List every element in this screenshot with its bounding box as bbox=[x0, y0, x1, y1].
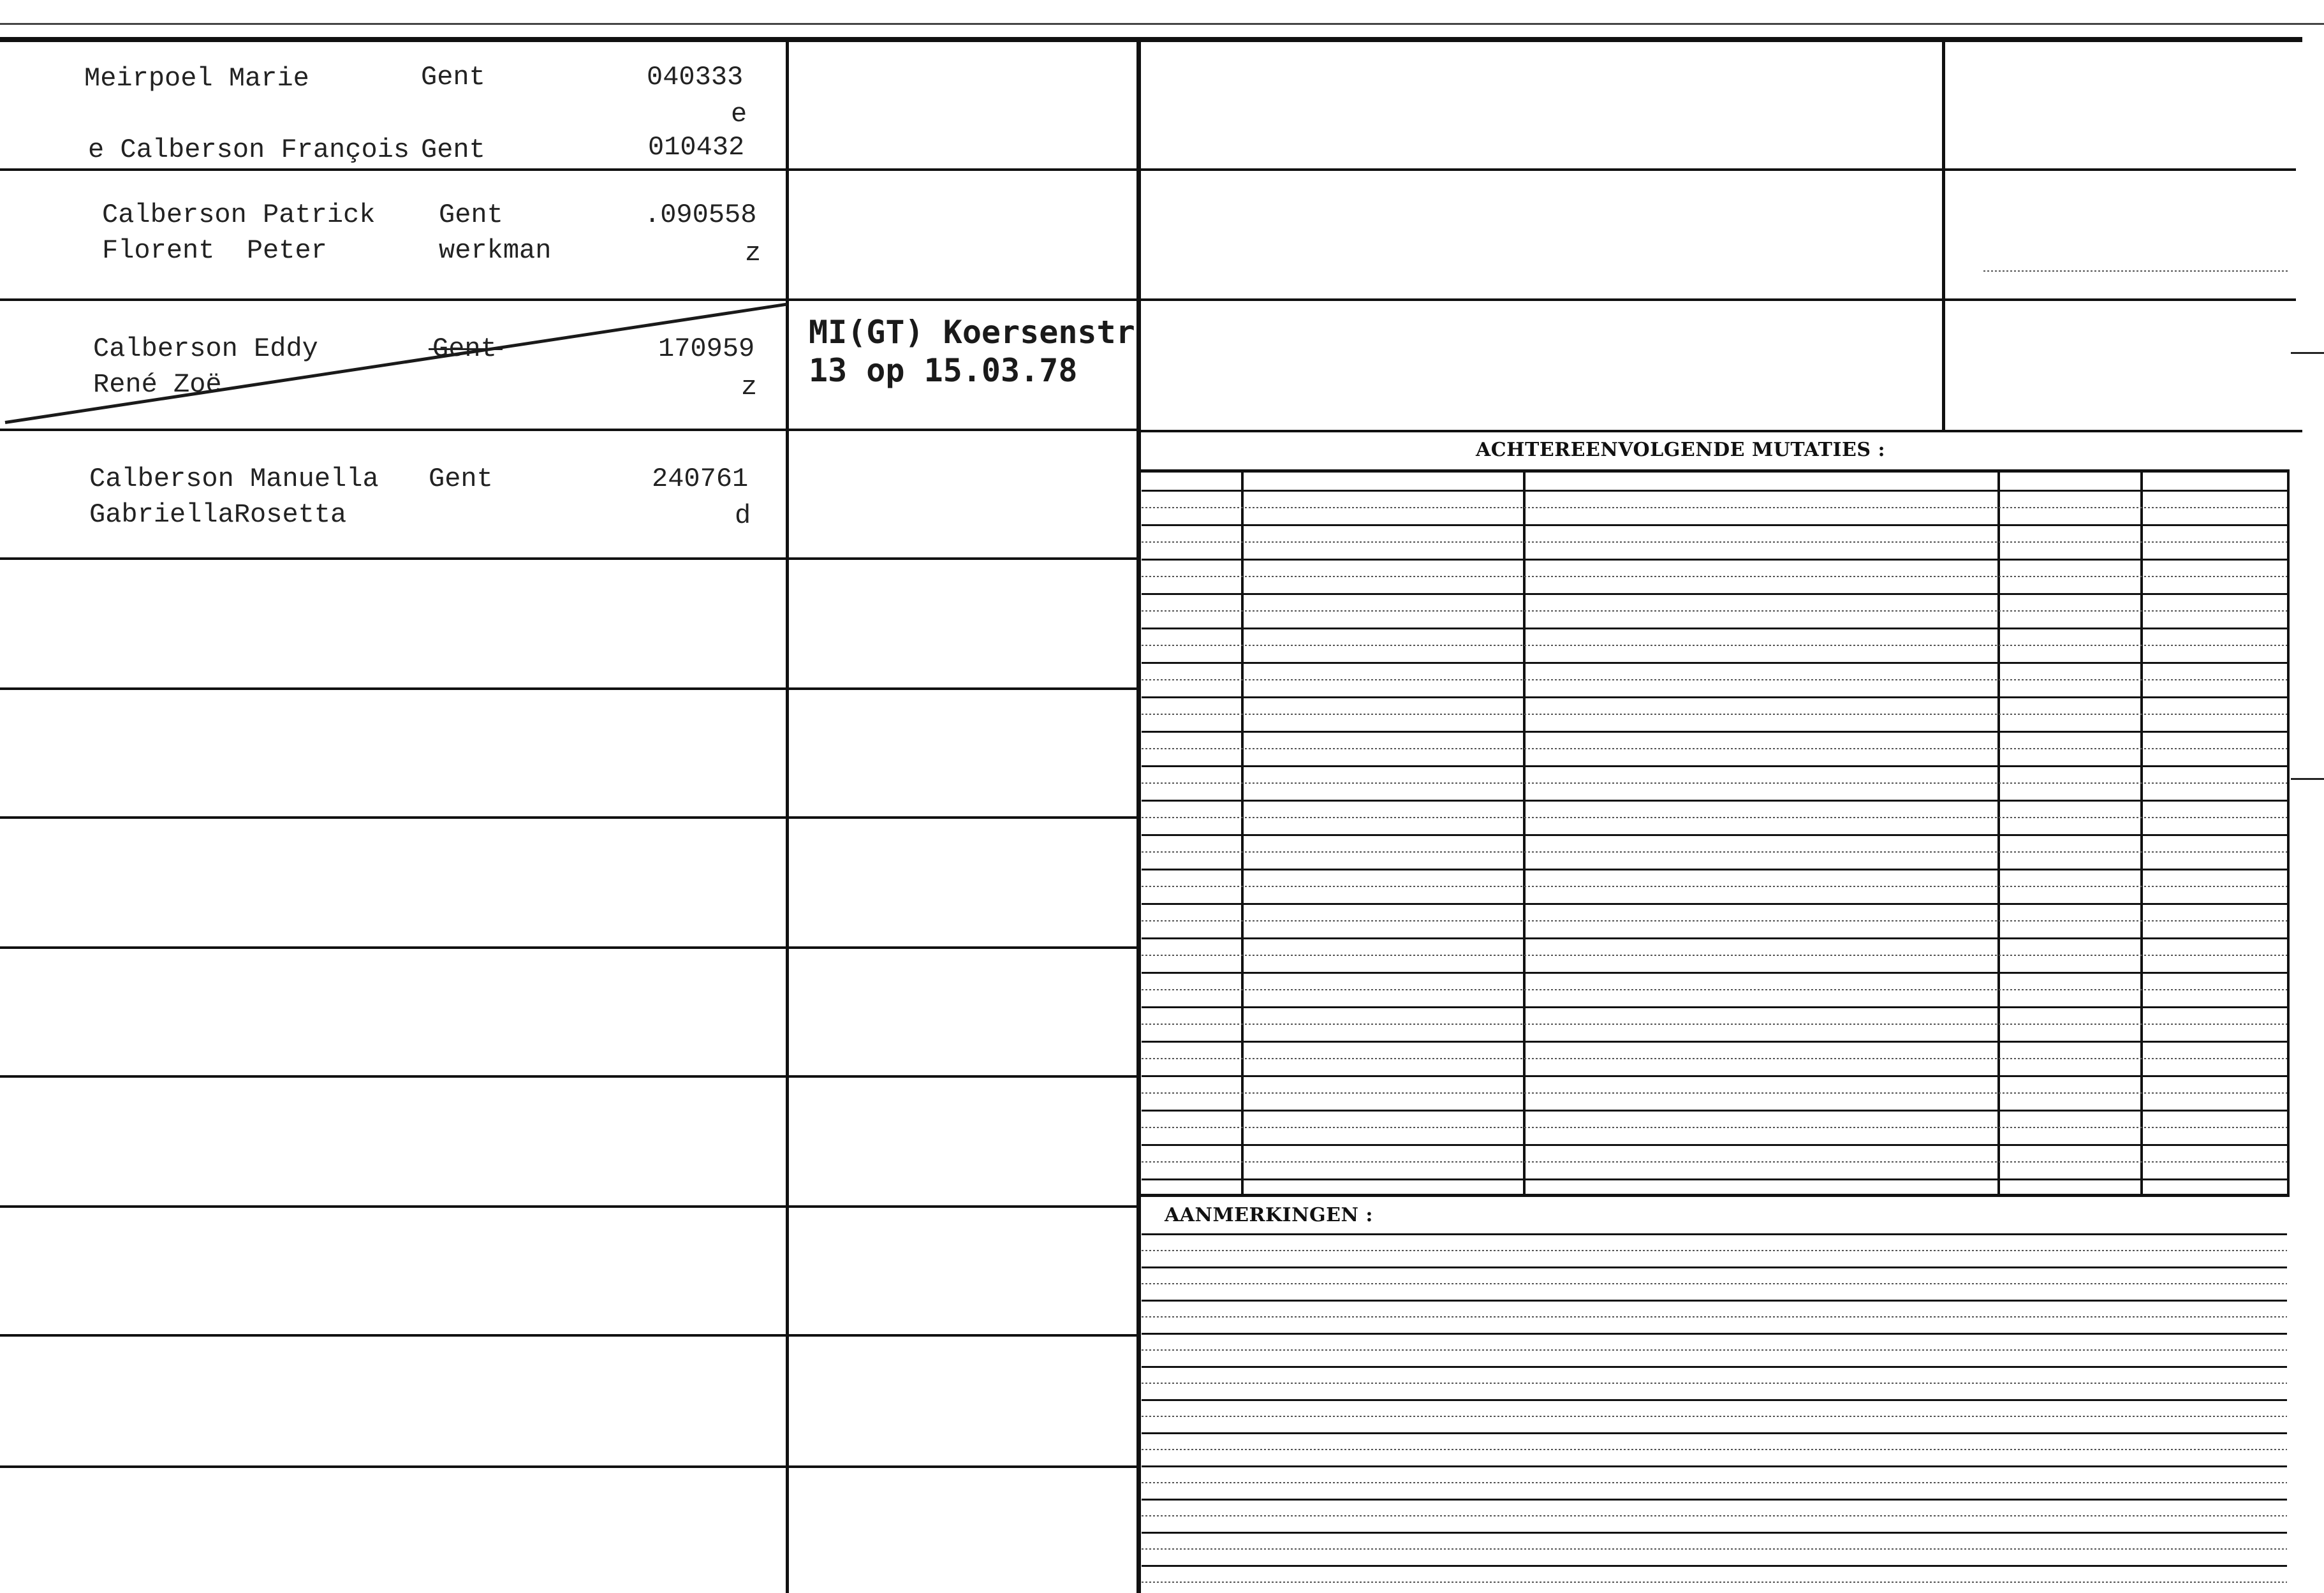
entry-3-code: z bbox=[745, 238, 761, 268]
mutaties-row-line bbox=[1142, 679, 2287, 680]
address-stamp-line-1: MI(GT) Koersenstr bbox=[809, 314, 1135, 351]
aanmerkingen-row-line bbox=[1142, 1250, 2287, 1251]
entry-5-code: d bbox=[735, 501, 751, 531]
mutaties-row-line bbox=[1142, 559, 2287, 561]
aanmerkingen-row-line bbox=[1142, 1449, 2287, 1450]
mutaties-row-line bbox=[1142, 972, 2287, 974]
mutaties-row-line bbox=[1142, 903, 2287, 905]
col-line-2 bbox=[1136, 41, 1141, 1593]
right-margin-tick-2 bbox=[2291, 778, 2324, 780]
mutaties-grid-top bbox=[1139, 469, 2290, 473]
mutaties-row-line bbox=[1142, 662, 2287, 664]
row-line-6 bbox=[0, 816, 1136, 819]
aanmerkingen-row-line bbox=[1142, 1283, 2287, 1284]
aanmerkingen-heading: AANMERKINGEN : bbox=[1165, 1204, 1373, 1226]
aanmerkingen-row-line bbox=[1142, 1366, 2287, 1368]
entry-2-place: Gent bbox=[421, 135, 485, 165]
mutaties-row-line bbox=[1142, 645, 2287, 646]
mutaties-row-line bbox=[1142, 628, 2287, 629]
mutaties-row-line bbox=[1142, 989, 2287, 990]
mutaties-row-line bbox=[1142, 782, 2287, 784]
entry-3-name2: Florent Peter bbox=[102, 235, 327, 266]
mutaties-row-line bbox=[1142, 714, 2287, 715]
aanmerkingen-row-line bbox=[1142, 1465, 2287, 1467]
aanmerkingen-row-line bbox=[1142, 1582, 2287, 1583]
mutaties-row-line bbox=[1142, 610, 2287, 612]
mutaties-row-line bbox=[1142, 920, 2287, 921]
mutaties-col-5 bbox=[2287, 472, 2290, 1196]
entry-3-date: .090558 bbox=[644, 200, 757, 230]
mutaties-row-line bbox=[1142, 851, 2287, 853]
aanmerkingen-row-line bbox=[1142, 1333, 2287, 1335]
aanmerkingen-row-line bbox=[1142, 1482, 2287, 1483]
row-line-4 bbox=[0, 557, 1136, 560]
row-line-5 bbox=[0, 687, 1136, 690]
aanmerkingen-row-line bbox=[1142, 1565, 2287, 1567]
aanmerkingen-row-line bbox=[1142, 1266, 2287, 1268]
aanmerkingen-row-line bbox=[1142, 1548, 2287, 1550]
aanmerkingen-row-line bbox=[1142, 1233, 2287, 1235]
mutaties-row-line bbox=[1142, 1161, 2287, 1163]
entry-1-code: e bbox=[731, 99, 747, 129]
row-line-9 bbox=[0, 1205, 1136, 1208]
scan-marks bbox=[1983, 270, 2290, 272]
mutaties-row-line bbox=[1142, 834, 2287, 836]
entry-3-place: Gent bbox=[439, 200, 503, 230]
aanmerkingen-row-line bbox=[1142, 1499, 2287, 1501]
mutaties-row-line bbox=[1142, 1127, 2287, 1128]
entry-4-name: Calberson Eddy bbox=[93, 334, 318, 364]
mutaties-row-line bbox=[1142, 696, 2287, 698]
aanmerkingen-row-line bbox=[1142, 1532, 2287, 1534]
aanmerkingen-row-line bbox=[1142, 1432, 2287, 1434]
entry-5-place: Gent bbox=[429, 464, 493, 494]
mutaties-row-line bbox=[1142, 593, 2287, 595]
mutaties-heading: ACHTEREENVOLGENDE MUTATIES : bbox=[1476, 439, 1886, 461]
entry-1-date: 040333 bbox=[647, 62, 744, 92]
aanmerkingen-row-line bbox=[1142, 1515, 2287, 1516]
entry-5-date: 240761 bbox=[652, 464, 749, 494]
mutaties-row-line bbox=[1142, 1006, 2287, 1008]
row-line-2 bbox=[0, 298, 2296, 301]
address-stamp-line-2: 13 op 15.03.78 bbox=[809, 352, 1078, 389]
mutaties-row-line bbox=[1142, 524, 2287, 526]
mutaties-row-line bbox=[1142, 541, 2287, 543]
col-line-3 bbox=[1942, 41, 1945, 430]
mutaties-row-line bbox=[1142, 507, 2287, 508]
row-line-1 bbox=[0, 168, 2296, 171]
mutaties-row-line bbox=[1142, 1075, 2287, 1077]
row-line-11 bbox=[0, 1465, 1136, 1468]
mutaties-row-line bbox=[1142, 1178, 2287, 1180]
mutaties-row-line bbox=[1142, 490, 2287, 492]
entry-1-place: Gent bbox=[421, 62, 485, 92]
top-edge-line bbox=[0, 23, 2324, 25]
mutaties-row-line bbox=[1142, 1092, 2287, 1094]
mutaties-row-line bbox=[1142, 955, 2287, 956]
entry-4-code: z bbox=[741, 372, 758, 402]
mutaties-top-line bbox=[1136, 430, 2302, 432]
entry-2-name: e Calberson François bbox=[88, 135, 410, 165]
right-margin-tick-1 bbox=[2291, 352, 2324, 354]
mutaties-row-line bbox=[1142, 1144, 2287, 1146]
row-line-8 bbox=[0, 1075, 1136, 1078]
mutaties-row-line bbox=[1142, 817, 2287, 818]
mutaties-row-line bbox=[1142, 1058, 2287, 1059]
aanmerkingen-row-line bbox=[1142, 1416, 2287, 1417]
mutaties-row-line bbox=[1142, 800, 2287, 802]
entry-4-name2: René Zoë bbox=[93, 369, 222, 400]
aanmerkingen-row-line bbox=[1142, 1300, 2287, 1302]
mutaties-row-line bbox=[1142, 1041, 2287, 1043]
entry-3-place2: werkman bbox=[439, 235, 552, 266]
mutaties-row-line bbox=[1142, 748, 2287, 749]
aanmerkingen-row-line bbox=[1142, 1383, 2287, 1384]
mutaties-row-line bbox=[1142, 937, 2287, 939]
row-line-3 bbox=[0, 429, 1136, 431]
aanmerkingen-row-line bbox=[1142, 1399, 2287, 1401]
row-line-10 bbox=[0, 1334, 1136, 1337]
entry-5-name2: GabriellaRosetta bbox=[89, 499, 347, 530]
entry-4-date: 170959 bbox=[658, 334, 755, 364]
mutaties-row-line bbox=[1142, 886, 2287, 887]
mutaties-row-line bbox=[1142, 731, 2287, 733]
entry-1-name: Meirpoel Marie bbox=[84, 63, 309, 94]
row-line-7 bbox=[0, 946, 1136, 949]
entry-3-name: Calberson Patrick bbox=[102, 200, 376, 230]
mutaties-row-line bbox=[1142, 765, 2287, 767]
mutaties-row-line bbox=[1142, 1110, 2287, 1112]
mutaties-grid-bottom bbox=[1139, 1194, 2290, 1197]
aanmerkingen-row-line bbox=[1142, 1349, 2287, 1351]
entry-5-name: Calberson Manuella bbox=[89, 464, 379, 494]
entry-2-date: 010432 bbox=[648, 132, 745, 163]
mutaties-row-line bbox=[1142, 869, 2287, 870]
top-heavy-line bbox=[0, 37, 2302, 42]
mutaties-row-line bbox=[1142, 576, 2287, 577]
aanmerkingen-row-line bbox=[1142, 1316, 2287, 1318]
mutaties-row-line bbox=[1142, 1024, 2287, 1025]
